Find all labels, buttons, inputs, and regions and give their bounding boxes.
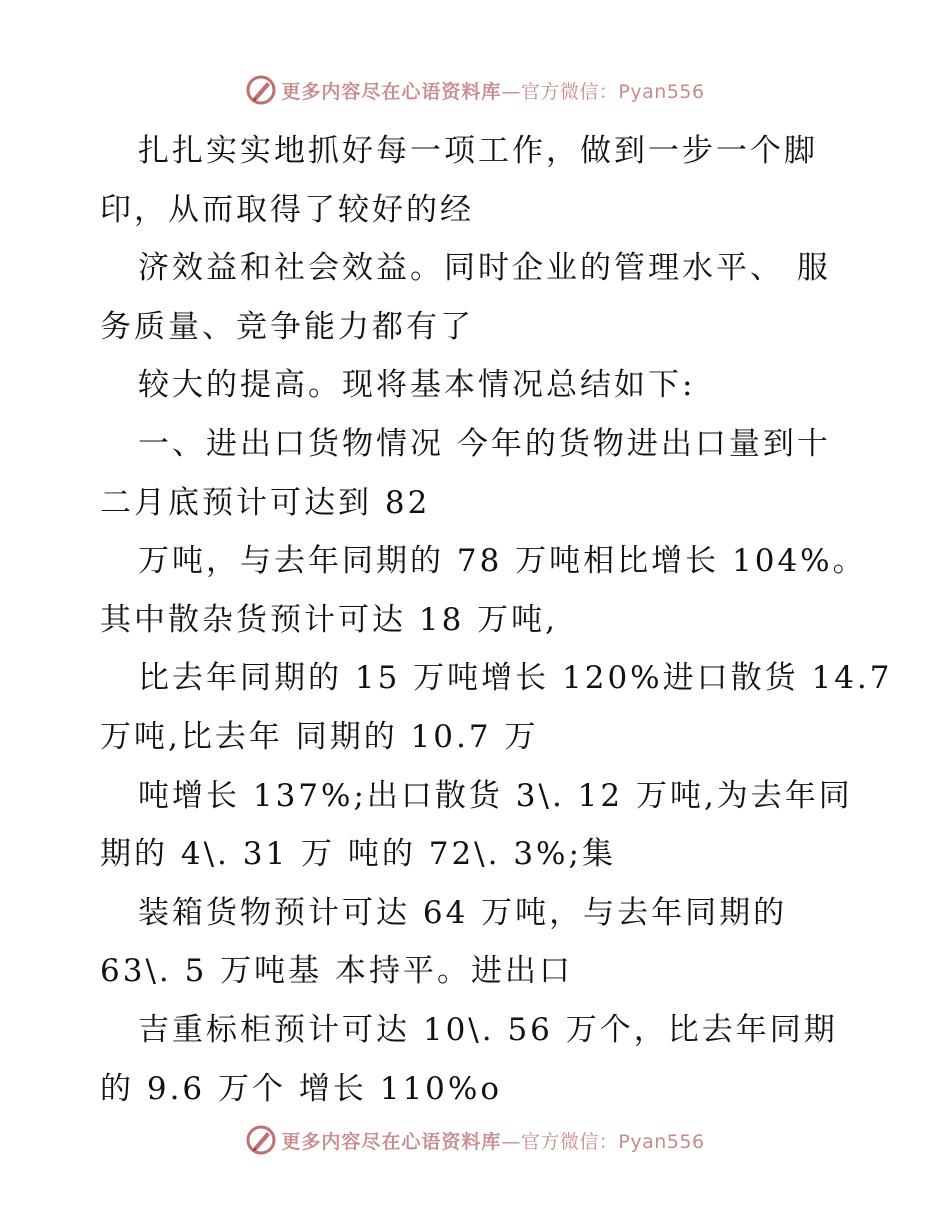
pen-logo-icon [245, 1124, 277, 1156]
text-line: 万吨，与去年同期的 78 万吨相比增长 104%。 [138, 543, 867, 580]
text-line: 扎扎实实地抓好每一项工作，做到一步一个脚 [138, 133, 818, 169]
pen-logo-icon [245, 74, 277, 106]
text-line: 比去年同期的 15 万吨增长 120%进口散货 14.7 [138, 660, 893, 697]
text-line: 务质量、竞争能力都有了 [100, 308, 474, 345]
text-line: 其中散杂货预计可达 18 万吨, [100, 601, 559, 638]
watermark-site-text: 更多内容尽在心语资料库 [281, 1130, 502, 1153]
text-line: 63\. 5 万吨基 本持平。进出口 [100, 953, 574, 990]
text-line: 较大的提高。现将基本情况总结如下: [138, 367, 696, 404]
text-line: 一、进出口货物情况 今年的货物进出口量到十 [138, 425, 831, 462]
text-line: 二月底预计可达到 82 [100, 484, 431, 521]
text-line: 期的 4\. 31 万 吨的 72\. 3%;集 [100, 836, 616, 873]
text-line: 印，从而取得了较好的经 [100, 191, 474, 228]
watermark-wechat-text: —官方微信：Pyan556 [501, 1130, 705, 1153]
text-line: 装箱货物预计可达 64 万吨，与去年同期的 [138, 894, 788, 931]
watermark-site-text: 更多内容尽在心语资料库 [281, 80, 502, 103]
text-line: 的 9.6 万个 增长 110%o [100, 1070, 503, 1107]
document-body [100, 122, 893, 1118]
text-line: 吉重标柜预计可达 10\. 56 万个，比去年同期 [138, 1011, 838, 1048]
text-line: 万吨,比去年 同期的 10.7 万 [100, 718, 539, 755]
text-line: 济效益和社会效益。同时企业的管理水平、 服 [138, 250, 831, 287]
watermark-header [0, 70, 950, 110]
watermark-wechat-text: —官方微信：Pyan556 [501, 80, 705, 103]
text-line: 吨增长 137%;出口散货 3\. 12 万吨,为去年同 [138, 777, 853, 814]
watermark-footer [0, 1120, 950, 1160]
